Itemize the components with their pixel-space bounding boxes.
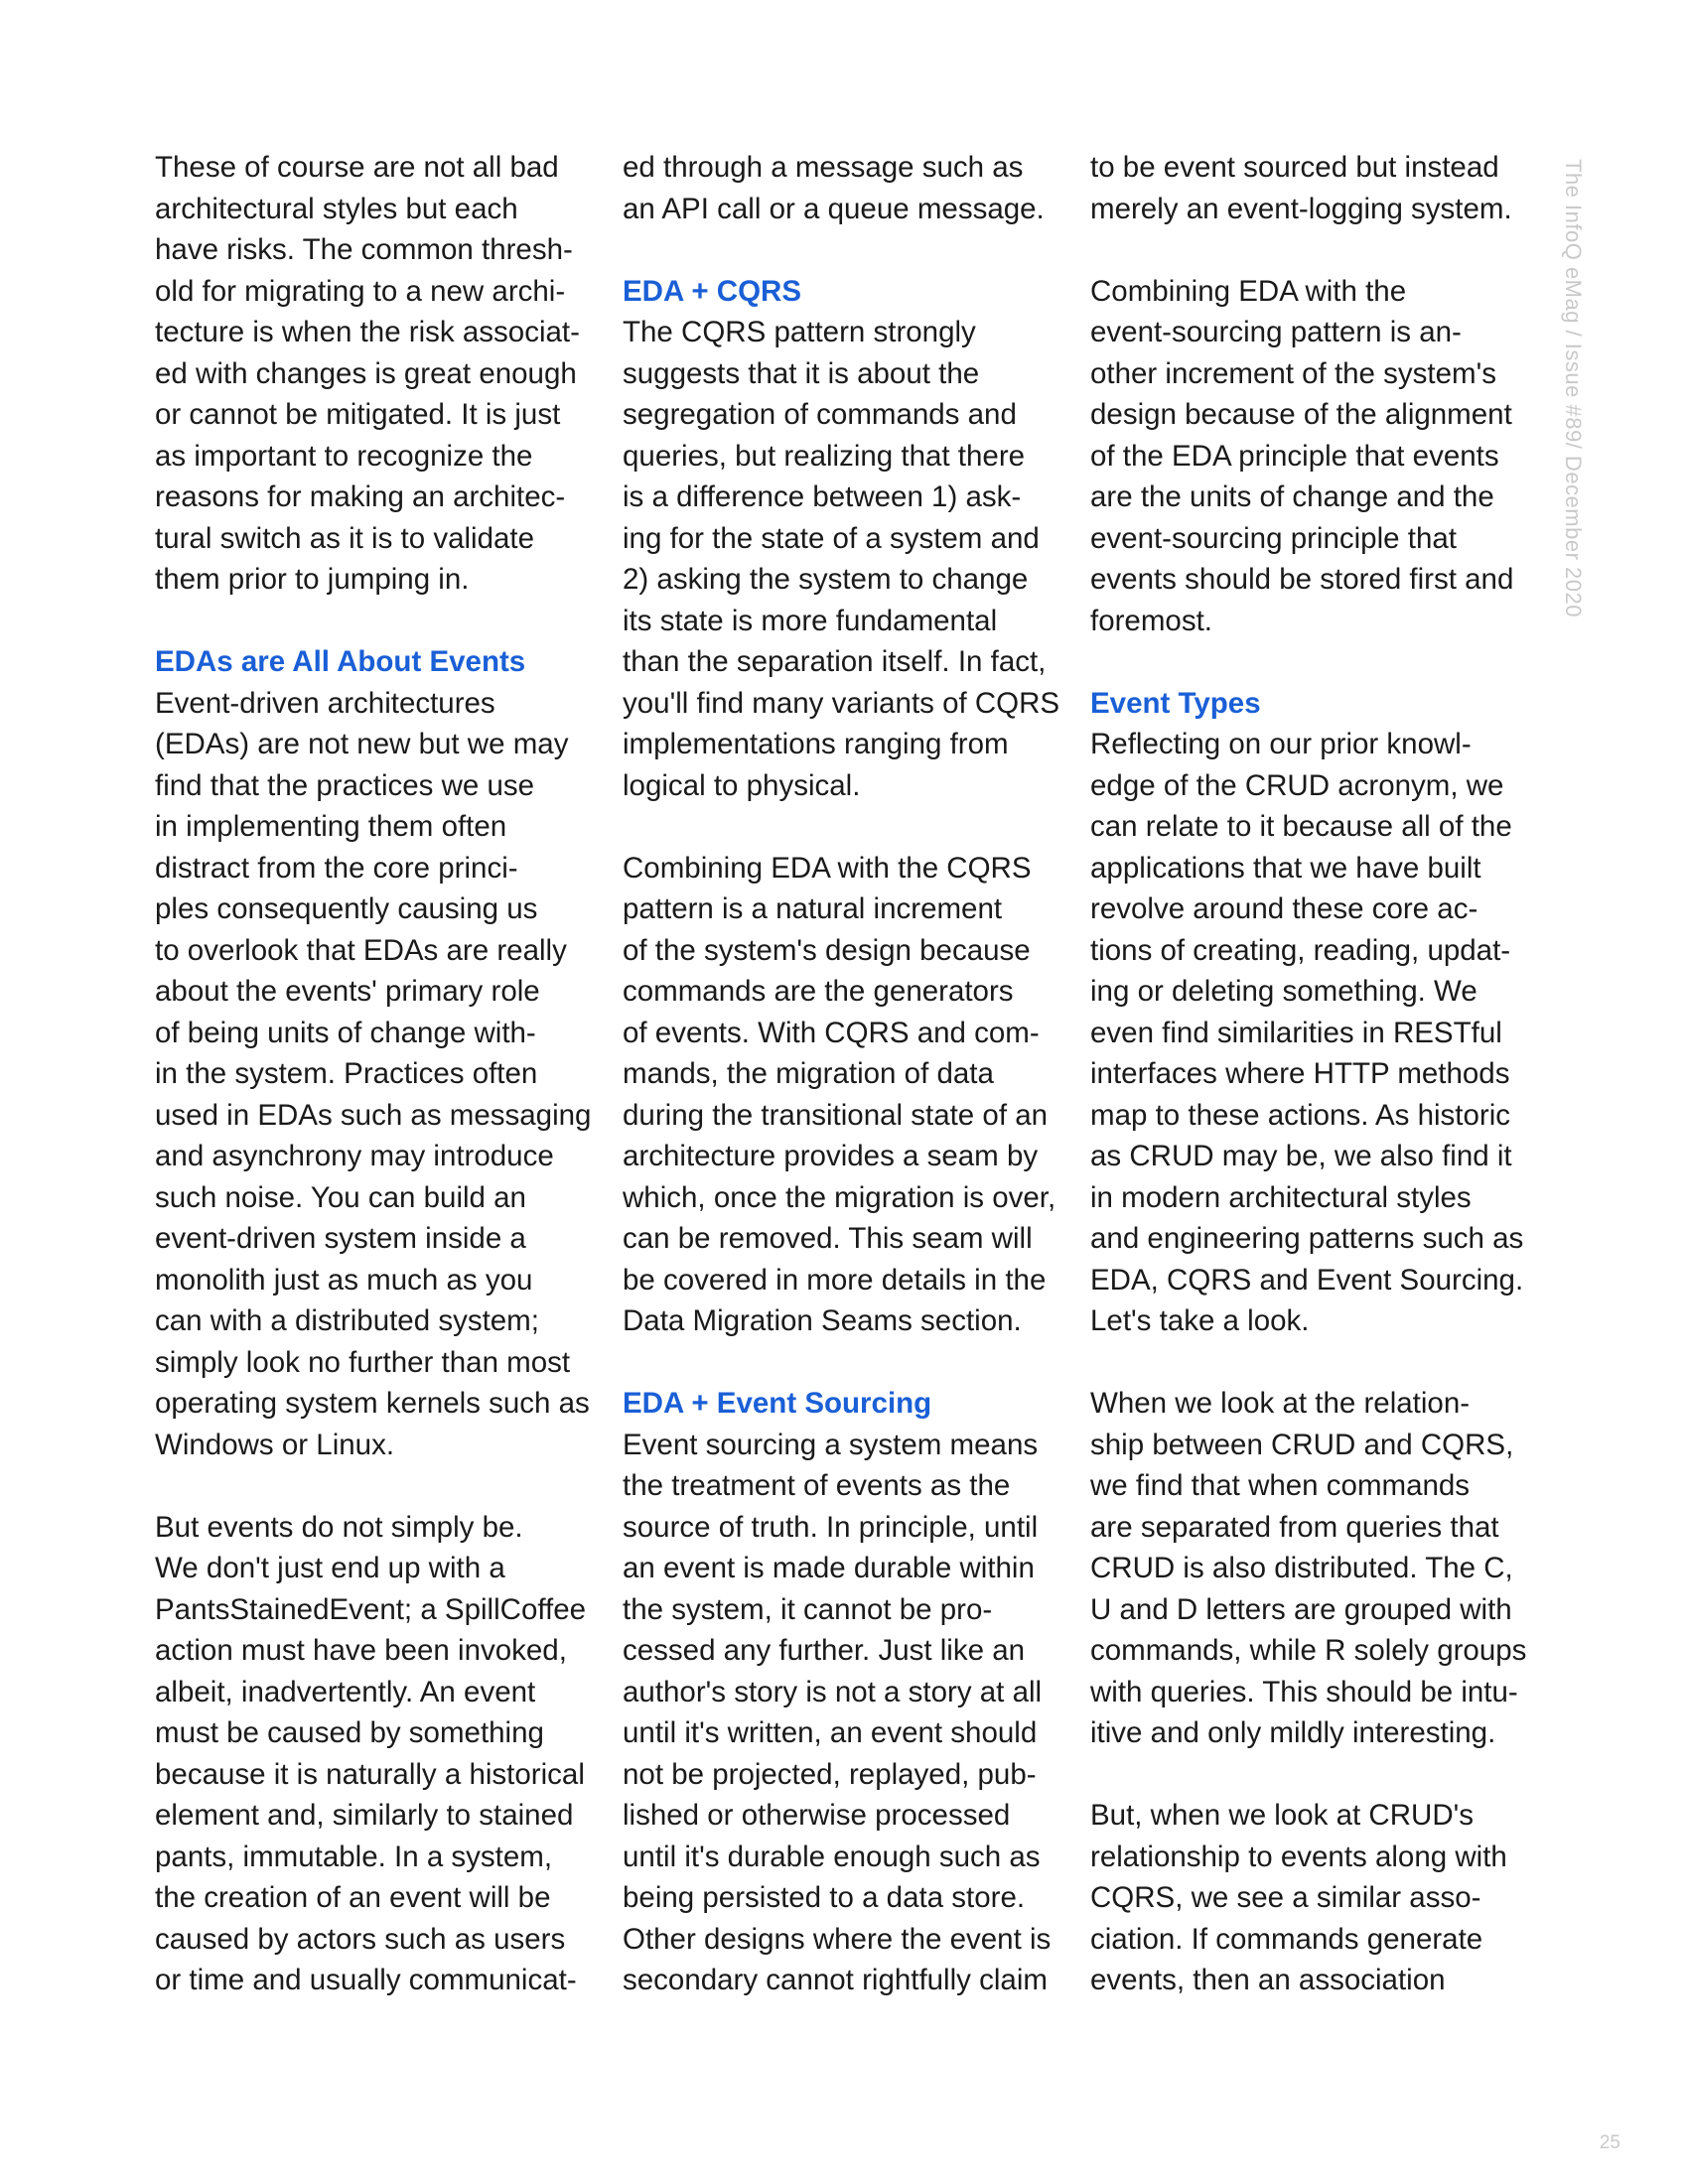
text-line: be covered in more details in the: [623, 1263, 1047, 1297]
text-line: we find that when commands: [1090, 1469, 1471, 1502]
text-line: EDA, CQRS and Event Sourcing.: [1090, 1263, 1524, 1297]
article-column-2: [623, 147, 1069, 2001]
text-line: until it's durable enough such as: [623, 1840, 1041, 1873]
section-heading: EDAs are All About Events: [155, 645, 526, 678]
text-line: than the separation itself. In fact,: [623, 645, 1047, 678]
text-line: events should be stored first and: [1090, 563, 1514, 596]
text-line: operating system kernels such as: [155, 1387, 590, 1420]
text-line: mands, the migration of data: [623, 1057, 994, 1090]
text-line: ed with changes is great enough: [155, 356, 577, 390]
paragraph-spacer: [155, 601, 602, 642]
text-line: not be projected, replayed, pub-: [623, 1757, 1037, 1791]
section-heading: EDA + CQRS: [623, 274, 802, 308]
text-line: an API call or a queue message.: [623, 192, 1045, 225]
text-line: merely an event-logging system.: [1090, 192, 1512, 225]
text-line: event-sourcing pattern is an-: [1090, 316, 1462, 348]
body-paragraph: [623, 312, 1069, 806]
text-line: segregation of commands and: [623, 398, 1017, 431]
text-line: in the system. Practices often: [155, 1057, 538, 1090]
text-line: map to these actions. As historic: [1090, 1098, 1511, 1132]
body-paragraph: [155, 683, 602, 1466]
text-line: When we look at the relation-: [1090, 1387, 1471, 1420]
text-line: Event sourcing a system means: [623, 1428, 1039, 1461]
text-line: simply look no further than most: [155, 1345, 571, 1379]
text-line: during the transitional state of an: [623, 1098, 1049, 1132]
text-line: you'll find many variants of CQRS: [623, 686, 1060, 720]
text-line: ciation. If commands generate: [1090, 1922, 1483, 1956]
text-line: about the events' primary role: [155, 975, 540, 1008]
text-line: monolith just as much as you: [155, 1263, 533, 1297]
text-line: Windows or Linux.: [155, 1428, 395, 1461]
text-line: tural switch as it is to validate: [155, 521, 535, 555]
text-line: Reflecting on our prior knowl-: [1090, 728, 1472, 760]
text-line: them prior to jumping in.: [155, 563, 470, 596]
text-line: in modern architectural styles: [1090, 1180, 1472, 1214]
section-heading: EDA + Event Sourcing: [623, 1387, 932, 1420]
text-line: can with a distributed system;: [155, 1304, 539, 1337]
text-line: are separated from queries that: [1090, 1510, 1499, 1544]
text-line: interfaces where HTTP methods: [1090, 1057, 1510, 1090]
paragraph-spacer: [623, 1342, 1069, 1384]
text-line: Let's take a look.: [1090, 1304, 1310, 1337]
body-paragraph: [155, 147, 602, 601]
text-line: edge of the CRUD acronym, we: [1090, 768, 1504, 802]
text-line: is a difference between 1) ask-: [623, 480, 1022, 513]
text-line: old for migrating to a new archi-: [155, 274, 566, 308]
text-line: such noise. You can build an: [155, 1180, 526, 1214]
body-paragraph: [1090, 724, 1537, 1342]
text-line: can relate to it because all of the: [1090, 810, 1512, 843]
body-paragraph: [623, 848, 1069, 1342]
text-line: must be caused by something: [155, 1716, 544, 1749]
text-line: of the system's design because: [623, 933, 1031, 967]
text-line: commands are the generators: [623, 975, 1014, 1008]
text-line: (EDAs) are not new but we may: [155, 728, 569, 760]
text-line: reasons for making an architec-: [155, 480, 566, 513]
text-line: applications that we have built: [1090, 851, 1481, 885]
text-line: or cannot be mitigated. It is just: [155, 398, 561, 431]
text-line: because it is naturally a historical: [155, 1757, 585, 1791]
text-line: These of course are not all bad: [155, 151, 559, 184]
text-line: implementations ranging from: [623, 728, 1009, 760]
text-line: element and, similarly to stained: [155, 1799, 574, 1832]
text-line: its state is more fundamental: [623, 604, 998, 637]
body-paragraph: [623, 147, 1069, 229]
text-line: foremost.: [1090, 604, 1212, 637]
text-line: ed through a message such as: [623, 151, 1024, 184]
paragraph-spacer: [623, 806, 1069, 848]
text-line: events, then an association: [1090, 1964, 1446, 1996]
text-line: Data Migration Seams section.: [623, 1304, 1022, 1337]
text-line: or time and usually communicat-: [155, 1964, 577, 1996]
page-number: 25: [1599, 2132, 1620, 2153]
text-line: lished or otherwise processed: [623, 1799, 1011, 1832]
publication-sidebar: The InfoQ eMag / Issue #89/ December 2020: [1561, 159, 1586, 617]
text-line: event-driven system inside a: [155, 1222, 526, 1255]
text-line: to overlook that EDAs are really: [155, 933, 567, 967]
text-line: pattern is a natural increment: [623, 892, 1003, 925]
text-line: which, once the migration is over,: [623, 1180, 1056, 1214]
text-line: But, when we look at CRUD's: [1090, 1799, 1475, 1832]
text-line: ship between CRUD and CQRS,: [1090, 1428, 1514, 1461]
text-line: to be event sourced but instead: [1090, 151, 1499, 184]
text-line: The CQRS pattern strongly: [623, 316, 976, 348]
text-line: as important to recognize the: [155, 439, 533, 473]
paragraph-spacer: [1090, 229, 1537, 271]
text-line: of being units of change with-: [155, 1016, 536, 1049]
text-line: revolve around these core ac-: [1090, 892, 1478, 925]
body-paragraph: [1090, 1383, 1537, 1754]
text-line: We don't just end up with a: [155, 1552, 505, 1584]
paragraph-spacer: [1090, 641, 1537, 683]
text-line: secondary cannot rightfully claim: [623, 1964, 1048, 1996]
text-line: caused by actors such as users: [155, 1922, 566, 1956]
text-line: Combining EDA with the CQRS: [623, 851, 1032, 885]
text-line: and engineering patterns such as: [1090, 1222, 1524, 1255]
text-line: commands, while R solely groups: [1090, 1634, 1527, 1667]
text-line: the system, it cannot be pro-: [623, 1592, 993, 1626]
text-line: the creation of an event will be: [155, 1881, 551, 1914]
text-line: ples consequently causing us: [155, 892, 538, 925]
text-line: have risks. The common thresh-: [155, 233, 573, 266]
text-line: author's story is not a story at all: [623, 1675, 1043, 1708]
article-column-3: [1090, 147, 1537, 2001]
text-line: an event is made durable within: [623, 1552, 1035, 1584]
section-heading: Event Types: [1090, 686, 1261, 720]
text-line: U and D letters are grouped with: [1090, 1592, 1512, 1626]
text-line: until it's written, an event should: [623, 1716, 1038, 1749]
text-line: ing for the state of a system and: [623, 521, 1040, 555]
text-line: CRUD is also distributed. The C,: [1090, 1552, 1513, 1584]
text-line: queries, but realizing that there: [623, 439, 1026, 473]
text-line: 2) asking the system to change: [623, 563, 1029, 596]
text-line: are the units of change and the: [1090, 480, 1494, 513]
paragraph-spacer: [623, 229, 1069, 271]
text-line: tions of creating, reading, updat-: [1090, 933, 1511, 967]
text-line: Combining EDA with the: [1090, 274, 1407, 308]
text-line: find that the practices we use: [155, 768, 535, 802]
text-line: can be removed. This seam will: [623, 1222, 1033, 1255]
text-line: pants, immutable. In a system,: [155, 1840, 553, 1873]
article-column-1: [155, 147, 602, 2001]
text-line: action must have been invoked,: [155, 1634, 567, 1667]
body-paragraph: [1090, 271, 1537, 642]
text-line: being persisted to a data store.: [623, 1881, 1026, 1914]
text-line: in implementing them often: [155, 810, 507, 843]
text-line: tecture is when the risk associat-: [155, 316, 580, 348]
body-paragraph: [623, 1425, 1069, 2001]
paragraph-spacer: [1090, 1342, 1537, 1384]
text-line: ing or deleting something. We: [1090, 975, 1477, 1008]
text-line: PantsStainedEvent; a SpillCoffee: [155, 1592, 587, 1626]
text-line: of the EDA principle that events: [1090, 439, 1499, 473]
paragraph-spacer: [155, 1465, 602, 1507]
text-line: as CRUD may be, we also find it: [1090, 1140, 1512, 1172]
text-line: and asynchrony may introduce: [155, 1140, 554, 1172]
text-line: distract from the core princi-: [155, 851, 518, 885]
text-line: But events do not simply be.: [155, 1510, 523, 1544]
text-line: architecture provides a seam by: [623, 1140, 1039, 1172]
text-line: of events. With CQRS and com-: [623, 1016, 1040, 1049]
text-line: cessed any further. Just like an: [623, 1634, 1026, 1667]
body-paragraph: [1090, 147, 1537, 229]
text-line: itive and only mildly interesting.: [1090, 1716, 1496, 1749]
text-line: architectural styles but each: [155, 192, 518, 225]
text-line: Event-driven architectures: [155, 686, 495, 720]
body-paragraph: [1090, 1795, 1537, 2001]
text-line: source of truth. In principle, until: [623, 1510, 1039, 1544]
text-line: logical to physical.: [623, 768, 861, 802]
paragraph-spacer: [1090, 1754, 1537, 1796]
text-line: even find similarities in RESTful: [1090, 1016, 1502, 1049]
text-line: albeit, inadvertently. An event: [155, 1675, 536, 1708]
text-line: with queries. This should be intu-: [1090, 1675, 1518, 1708]
text-line: Other designs where the event is: [623, 1922, 1052, 1956]
text-line: the treatment of events as the: [623, 1469, 1011, 1502]
body-paragraph: [155, 1507, 602, 2001]
text-line: suggests that it is about the: [623, 356, 980, 390]
text-line: other increment of the system's: [1090, 356, 1496, 390]
text-line: used in EDAs such as messaging: [155, 1098, 592, 1132]
text-line: design because of the alignment: [1090, 398, 1512, 431]
text-line: CQRS, we see a similar asso-: [1090, 1881, 1481, 1914]
text-line: relationship to events along with: [1090, 1840, 1507, 1873]
text-line: event-sourcing principle that: [1090, 521, 1457, 555]
